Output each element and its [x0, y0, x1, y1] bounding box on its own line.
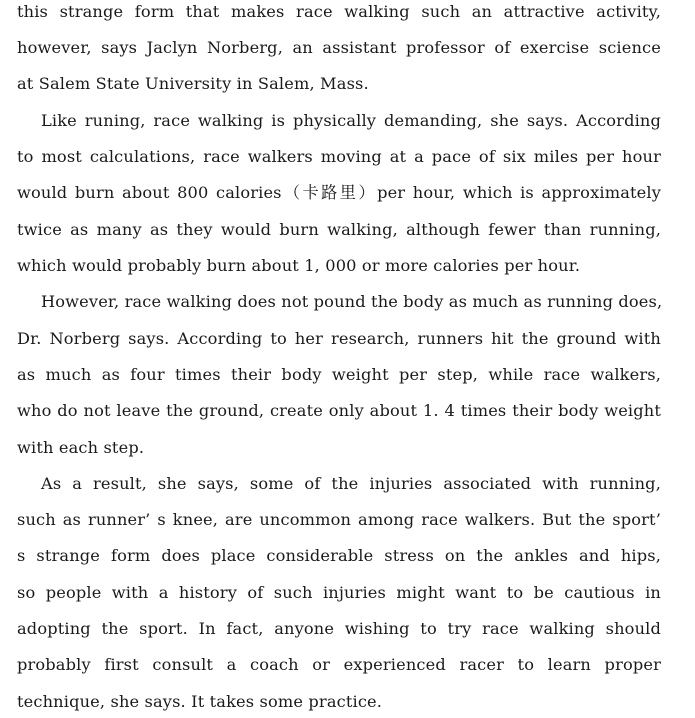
paragraph-3-line-3: as much as four times their body weight per step, while race walkers,	[17, 365, 661, 384]
paragraph-2-line-4: twice as many as they would burn walking, although fewer than running,	[17, 220, 661, 239]
paragraph-2-line-5: which would probably burn about 1, 000 or more calories per hour.	[17, 256, 581, 275]
paragraph-4-line-3: s strange form does place considerable stress on the ankles and hips,	[17, 546, 661, 565]
paragraph-4-line-5: adopting the sport. In fact, anyone wishing to try race walking should	[17, 619, 661, 638]
paragraph-2-line-2: to most calculations, race walkers moving at a pace of six miles per hour	[17, 147, 661, 166]
paragraph-3-line-1: However, race walking does not pound the body as much as running does,	[41, 292, 663, 311]
paragraph-4-line-2: such as runner’ s knee, are uncommon among race walkers. But the sport’	[17, 510, 661, 529]
paragraph-1-line-2: however, says Jaclyn Norberg, an assistant professor of exercise science	[17, 38, 661, 57]
paragraph-3-line-2: Dr. Norberg says. According to her research, runners hit the ground with	[17, 329, 661, 348]
paragraph-1-line-1: this strange form that makes race walking such an attractive activity,	[17, 2, 661, 21]
paragraph-3-line-5: with each step.	[17, 438, 145, 457]
paragraph-3-line-4: who do not leave the ground, create only about 1. 4 times their body weight	[17, 401, 661, 420]
paragraph-4-line-7: technique, she says. It takes some practice.	[17, 692, 383, 711]
paragraph-4-line-4: so people with a history of such injuries might want to be cautious in	[17, 583, 661, 602]
paragraph-4-line-1: As a result, she says, some of the injuries associated with running,	[41, 474, 661, 493]
paragraph-4-line-6: probably first consult a coach or experienced racer to learn proper	[17, 655, 661, 674]
paragraph-1-line-3: at Salem State University in Salem, Mass.	[17, 74, 369, 93]
paragraph-2-line-3: would burn about 800 calories（卡路里）per hour, which is approximately	[17, 183, 661, 202]
paragraph-2-line-1: Like runing, race walking is physically demanding, she says. According	[41, 111, 661, 130]
